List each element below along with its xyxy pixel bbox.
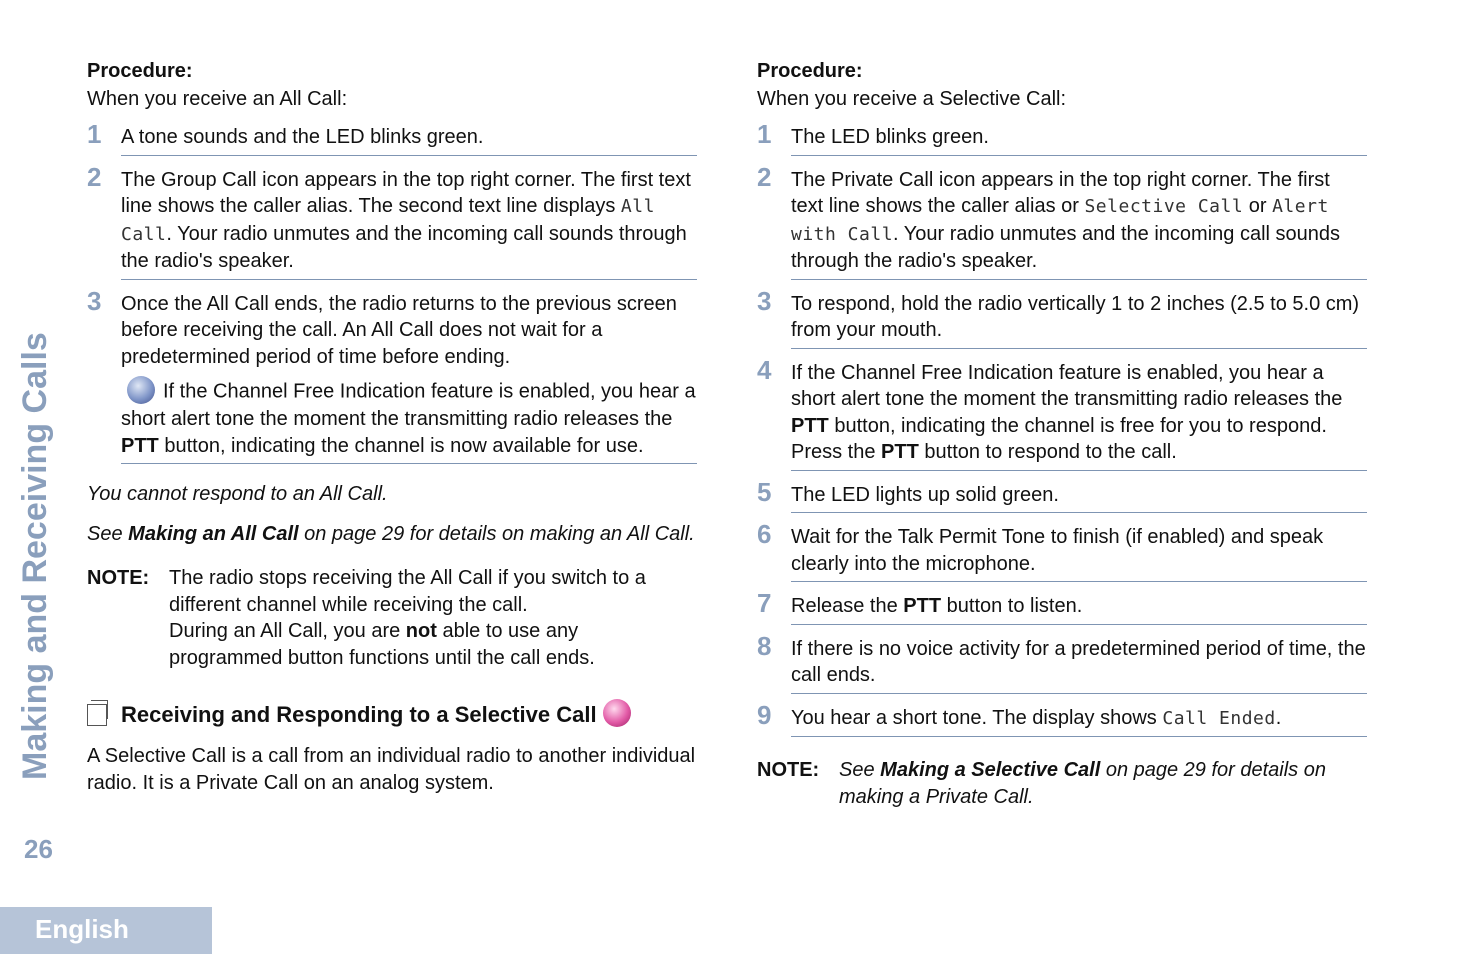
step-number: 8 (757, 630, 772, 661)
step-number: 4 (757, 354, 772, 385)
step-number: 3 (87, 285, 102, 316)
step-item (757, 119, 1367, 156)
display-text: Selective Call (1084, 196, 1244, 217)
step-text: A tone sounds and the LED blinks green. (121, 124, 697, 156)
step-item (757, 699, 1367, 738)
step-number: 2 (757, 161, 772, 192)
display-text: Alert with Call (791, 196, 1329, 245)
step-number: 5 (757, 476, 772, 507)
step-text: You hear a short tone. The display shows Call Ended. (791, 705, 1367, 738)
step-item (87, 119, 697, 156)
step-text: The Private Call icon appears in the top right corner. The first text line shows the caller alias or Selective Call or Alert with Call. Your radio unmutes and the incoming call sounds through the radio's speaker. (791, 167, 1367, 280)
step-number: 9 (757, 699, 772, 730)
step-text: Wait for the Talk Permit Tone to finish (if enabled) and speak clearly into the microphone. (791, 524, 1367, 582)
step-item (757, 476, 1367, 514)
step-item (757, 161, 1367, 280)
selective-call-icon (603, 699, 631, 727)
step-item (757, 588, 1367, 625)
cannot-respond-note: You cannot respond to an All Call. (87, 483, 388, 505)
page-number: 26 (24, 834, 53, 864)
step-item (757, 285, 1367, 349)
step-text: Release the PTT button to listen. (791, 593, 1367, 625)
step-number: 3 (757, 285, 772, 316)
note-label: NOTE: (87, 567, 150, 589)
step-item (87, 285, 697, 465)
step-item (87, 161, 697, 280)
section-heading: Receiving and Responding to a Selective Call (87, 701, 697, 729)
step-text: The LED lights up solid green. (791, 482, 1367, 514)
step-text: The Group Call icon appears in the top right corner. The first text line shows the caller alias. The second text line displays All Call. Your radio unmutes and the incoming call sounds through the radio's speaker. (121, 167, 697, 280)
chapter-title: Making and Receiving Calls (16, 332, 54, 780)
see-reference: See Making an All Call on page 29 for details on making an All Call. (87, 522, 695, 545)
note-block (87, 565, 697, 671)
step-number: 1 (757, 119, 772, 149)
reference-link[interactable]: Making an All Call (128, 522, 299, 545)
display-text: All Call (121, 196, 655, 245)
step-number: 2 (87, 161, 102, 192)
section-body: A Selective Call is a call from an individual radio to another individual radio. It is a Private Call on an analog system. (87, 745, 696, 794)
reference-link[interactable]: Making a Selective Call (880, 759, 1101, 781)
step-text: Once the All Call ends, the radio returns to the previous screen before receiving the call. An All Call does not wait for a predetermined period of time before ending. If the Channel Free Indication feature is enabled, you hear a short alert tone the moment the transmitting radio releases the PTT button, indicating the channel is now available for use. (121, 291, 697, 465)
step-text: If there is no voice activity for a predetermined period of time, the call ends. (791, 636, 1367, 694)
procedure-intro: When you receive an All Call: (87, 88, 348, 110)
section-marker-icon (87, 704, 107, 726)
note-text: See Making a Selective Call on page 29 for details on making a Private Call. (839, 759, 1326, 808)
step-text: To respond, hold the radio vertically 1 to 2 inches (2.5 to 5.0 cm) from your mouth. (791, 291, 1367, 349)
language-label: English (35, 914, 129, 944)
language-tab (0, 907, 212, 954)
right-column (757, 58, 1367, 810)
step-number: 6 (757, 519, 772, 549)
note-block (757, 757, 1367, 810)
step-item (757, 630, 1367, 694)
procedure-intro: When you receive a Selective Call: (757, 88, 1067, 110)
note-label: NOTE: (757, 759, 820, 781)
step-item (757, 354, 1367, 471)
note-text: The radio stops receiving the All Call if you switch to a different channel while receiving the call. During an All Call, you are not able to use any programmed button functions until the call ends. (169, 567, 646, 669)
ptt-button-icon (127, 376, 155, 404)
step-text: The LED blinks green. (791, 124, 1367, 156)
display-text: Call Ended (1162, 707, 1276, 729)
step-number: 7 (757, 588, 772, 618)
procedure-label: Procedure: (757, 60, 863, 82)
procedure-label: Procedure: (87, 60, 193, 82)
left-column (87, 58, 697, 796)
step-item (757, 519, 1367, 582)
step-text: If the Channel Free Indication feature is enabled, you hear a short alert tone the moment the transmitting radio releases the PTT button, indicating the channel is free for you to respond. Press the PTT button to respond to the call. (791, 360, 1367, 471)
step-number: 1 (87, 119, 102, 149)
